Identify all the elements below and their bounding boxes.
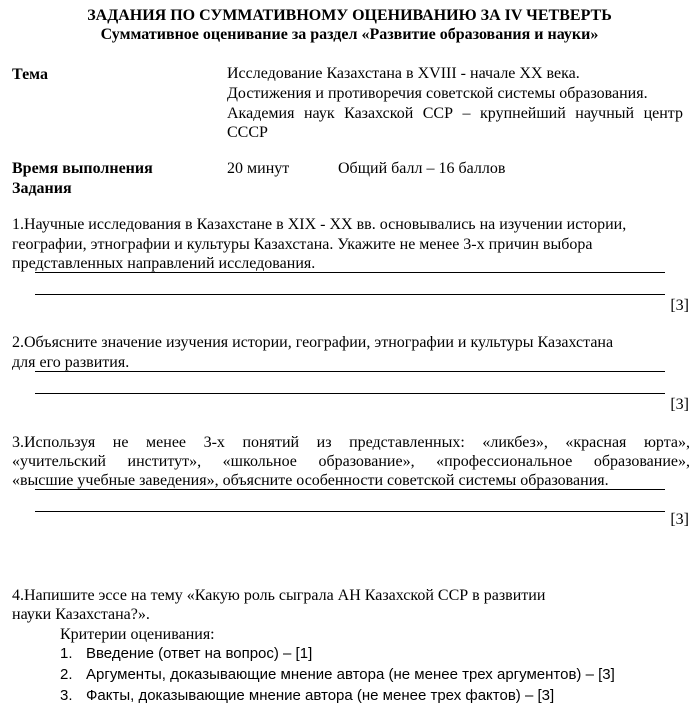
answer-line[interactable] — [35, 371, 665, 372]
topic-line: Академия наук Казахской ССР – крупнейший научный центр — [227, 105, 683, 122]
duration-value: 20 минут — [227, 160, 290, 177]
time-label: Время выполнения — [12, 160, 153, 177]
answer-line[interactable] — [35, 393, 665, 394]
time-label: Задания — [12, 180, 72, 197]
topic-line: СССР — [227, 124, 268, 141]
answer-line[interactable] — [35, 272, 665, 273]
answer-line[interactable] — [35, 489, 665, 490]
task-number: 4. — [12, 587, 24, 604]
task-1-text: географии, этнографии и культуры Казахстана. Укажите не менее 3-х причин выбора — [12, 236, 593, 253]
task-3-text: «высшие учебные заведения», объясните особенности советской системы образования. — [12, 472, 609, 489]
answer-line[interactable] — [35, 294, 665, 295]
topic-line: Исследование Казахстана в XVIII - начале XX века. — [227, 65, 580, 82]
task-2-text: для его развития. — [12, 354, 130, 371]
topic-line: Достижения и противоречия советской системы образования. — [227, 85, 648, 102]
criteria-title: Критерии оценивания: — [60, 626, 215, 643]
task-1-text: 1.Научные исследования в Казахстане в XIX - XX вв. основывались на изучении истории, — [12, 216, 627, 233]
criteria-item: 3. Факты, доказывающие мнение автора (не менее трех фактов) – [3] — [60, 687, 555, 704]
task-number: 2. — [12, 334, 24, 351]
task-1-text: представленных направлений исследования. — [12, 255, 316, 272]
task-number: 1. — [12, 216, 24, 233]
task-3-text: «учительский институт», «школьное образование», «профессиональное образование», — [12, 453, 690, 470]
task-number: 3. — [12, 434, 24, 451]
task-4-text: науки Казахстана?». — [12, 606, 150, 623]
criteria-item: 2. Аргументы, доказывающие мнение автора (не менее трех аргументов) – [3] — [60, 666, 615, 683]
document-title: ЗАДАНИЯ ПО СУММАТИВНОМУ ОЦЕНИВАНИЮ ЗА IV ЧЕТВЕРТЬ — [87, 7, 612, 24]
topic-label: Тема — [12, 66, 48, 83]
task-2-score: [3] — [670, 396, 689, 413]
criteria-item: 1. Введение (ответ на вопрос) – [1] — [60, 645, 313, 662]
total-score: Общий балл – 16 баллов — [338, 160, 506, 177]
task-2-text: 2.Объясните значение изучения истории, географии, этнографии и культуры Казахстана — [12, 334, 614, 351]
task-3-text: 3.Используя не менее 3-х понятий из представленных: «ликбез», «красная юрта», — [12, 434, 690, 451]
task-1-score: [3] — [670, 297, 689, 314]
document-subtitle: Суммативное оценивание за раздел «Развитие образования и науки» — [100, 26, 599, 43]
task-4-text: 4.Напишите эссе на тему «Какую роль сыграла АН Казахской ССР в развитии — [12, 587, 546, 604]
task-3-score: [3] — [670, 511, 689, 528]
answer-line[interactable] — [35, 511, 665, 512]
